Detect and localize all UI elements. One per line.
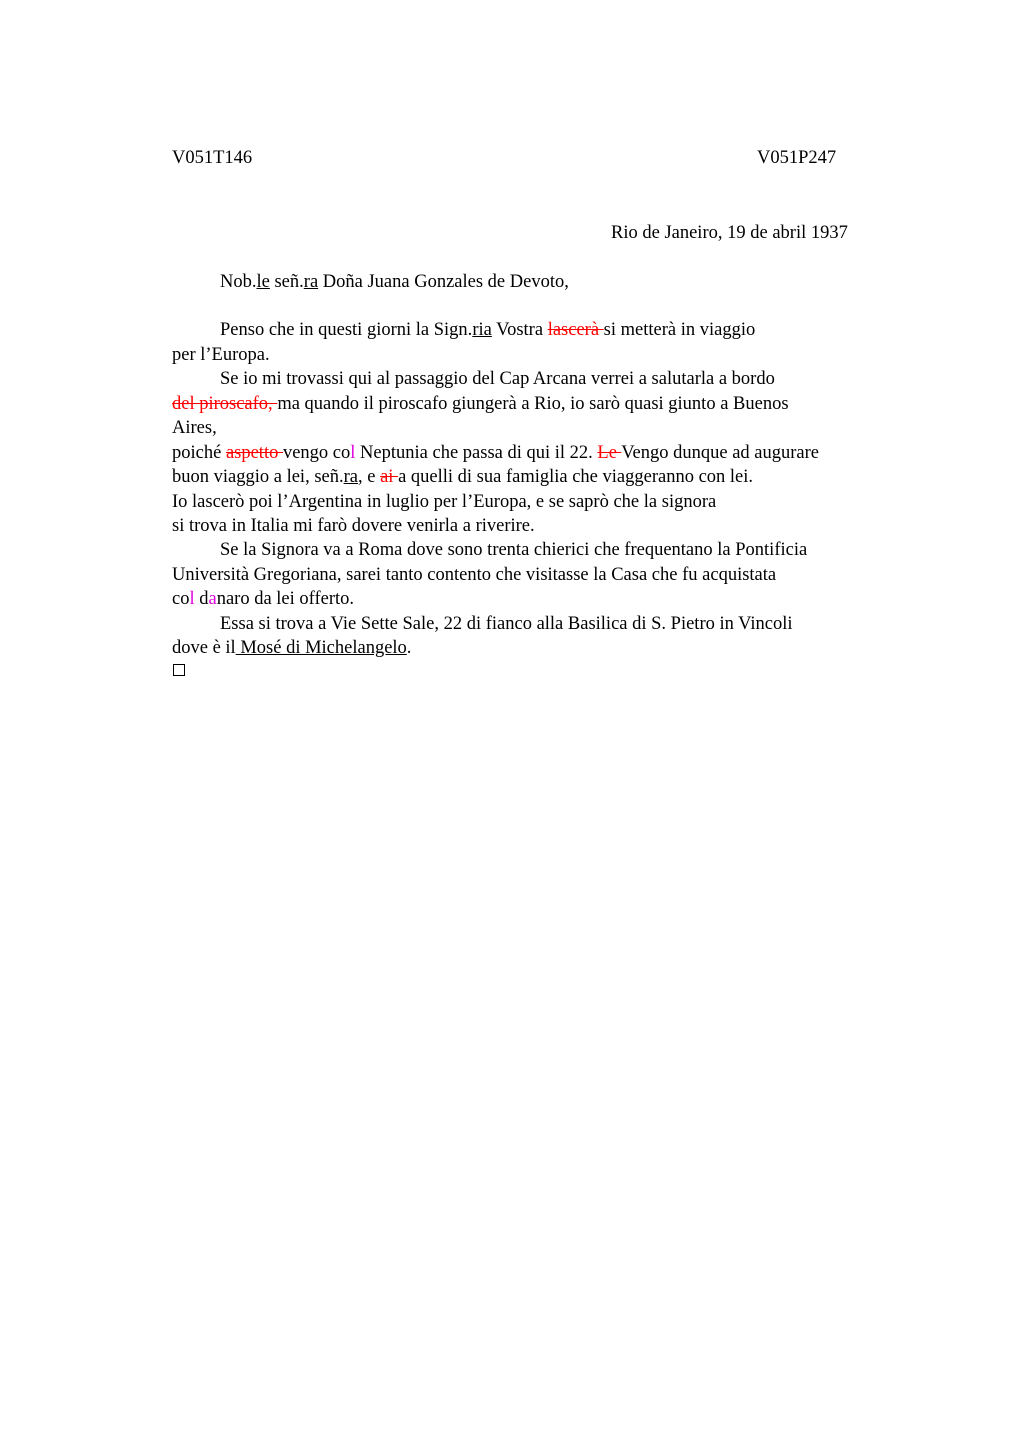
body-line [172, 343, 270, 368]
body-line [172, 392, 789, 417]
text-run: , e [357, 467, 381, 487]
body-line [172, 636, 411, 661]
salutation-text: Doña Juana Gonzales de Devoto, [318, 272, 569, 292]
text-run: naro da lei offerto. [216, 589, 355, 609]
text-run: Se io mi trovassi qui al passaggio del Cap Arcana verrei a salutarla a bordo [220, 369, 775, 389]
deleted-text: aspetto [225, 443, 283, 463]
underlined-text: Mosé di Michelangelo [235, 638, 407, 658]
text-run: d [194, 589, 209, 609]
text-run: Penso che in questi giorni la Sign. [220, 320, 473, 340]
deleted-text: lascerà [547, 320, 604, 340]
text-run: ma quando il piroscafo giungerà a Rio, io sarò quasi giunto a Buenos [277, 394, 789, 414]
text-run: Aires, [172, 418, 217, 438]
document-code-right: V051P247 [757, 148, 837, 168]
text-run: si trova in Italia mi farò dovere venirla a riverire. [172, 516, 535, 536]
text-run: vengo co [282, 443, 351, 463]
body-line [220, 318, 755, 343]
salutation-text: señ. [269, 272, 304, 292]
text-run: co [172, 589, 190, 609]
text-run: dove è il [172, 638, 236, 658]
inserted-text: l [350, 443, 356, 463]
body-line [172, 587, 354, 612]
body-line [172, 465, 753, 490]
salutation-abbrev: le [256, 272, 270, 292]
inserted-text: a [208, 589, 217, 609]
text-run: Io lascerò poi l’Argentina in luglio per l’Europa, e se saprò che la signora [172, 492, 717, 512]
text-run: Essa si trova a Vie Sette Sale, 22 di fianco alla Basilica di S. Pietro in Vincoli [220, 614, 793, 634]
end-mark-box-icon [173, 664, 185, 676]
text-run: Vengo dunque ad augurare [621, 443, 820, 463]
body-line [220, 612, 793, 637]
text-run: Vostra [491, 320, 548, 340]
body-line [220, 367, 775, 392]
dateline: Rio de Janeiro, 19 de abril 1937 [611, 223, 848, 243]
salutation-text: Nob. [220, 272, 257, 292]
deleted-text: Le [597, 443, 622, 463]
body-line [172, 441, 819, 466]
text-run: . [406, 638, 412, 658]
text-run: Università Gregoriana, sarei tanto contento che visitasse la Casa che fu acquistata [172, 565, 777, 585]
text-run: poiché [172, 443, 226, 463]
deleted-text: ai [380, 467, 399, 487]
underlined-abbrev: ra [343, 467, 358, 487]
text-run: buon viaggio a lei, señ. [172, 467, 344, 487]
body-line [172, 490, 716, 515]
text-run: Neptunia che passa di qui il 22. [355, 443, 598, 463]
body-line [172, 416, 217, 441]
underlined-abbrev: ria [472, 320, 492, 340]
inserted-text: l [189, 589, 195, 609]
body-line [172, 563, 776, 588]
text-run: Se la Signora va a Roma dove sono trenta chierici che frequentano la Pontificia [220, 540, 808, 560]
deleted-text: del piroscafo, [172, 394, 278, 414]
text-run: per l’Europa. [172, 345, 270, 365]
body-line [172, 514, 535, 539]
text-run: si metterà in viaggio [603, 320, 756, 340]
text-run: a quelli di sua famiglia che viaggeranno con lei. [398, 467, 754, 487]
document-code-left: V051T146 [172, 148, 253, 168]
body-line [220, 538, 807, 563]
salutation-abbrev: ra [303, 272, 319, 292]
salutation [220, 270, 569, 295]
